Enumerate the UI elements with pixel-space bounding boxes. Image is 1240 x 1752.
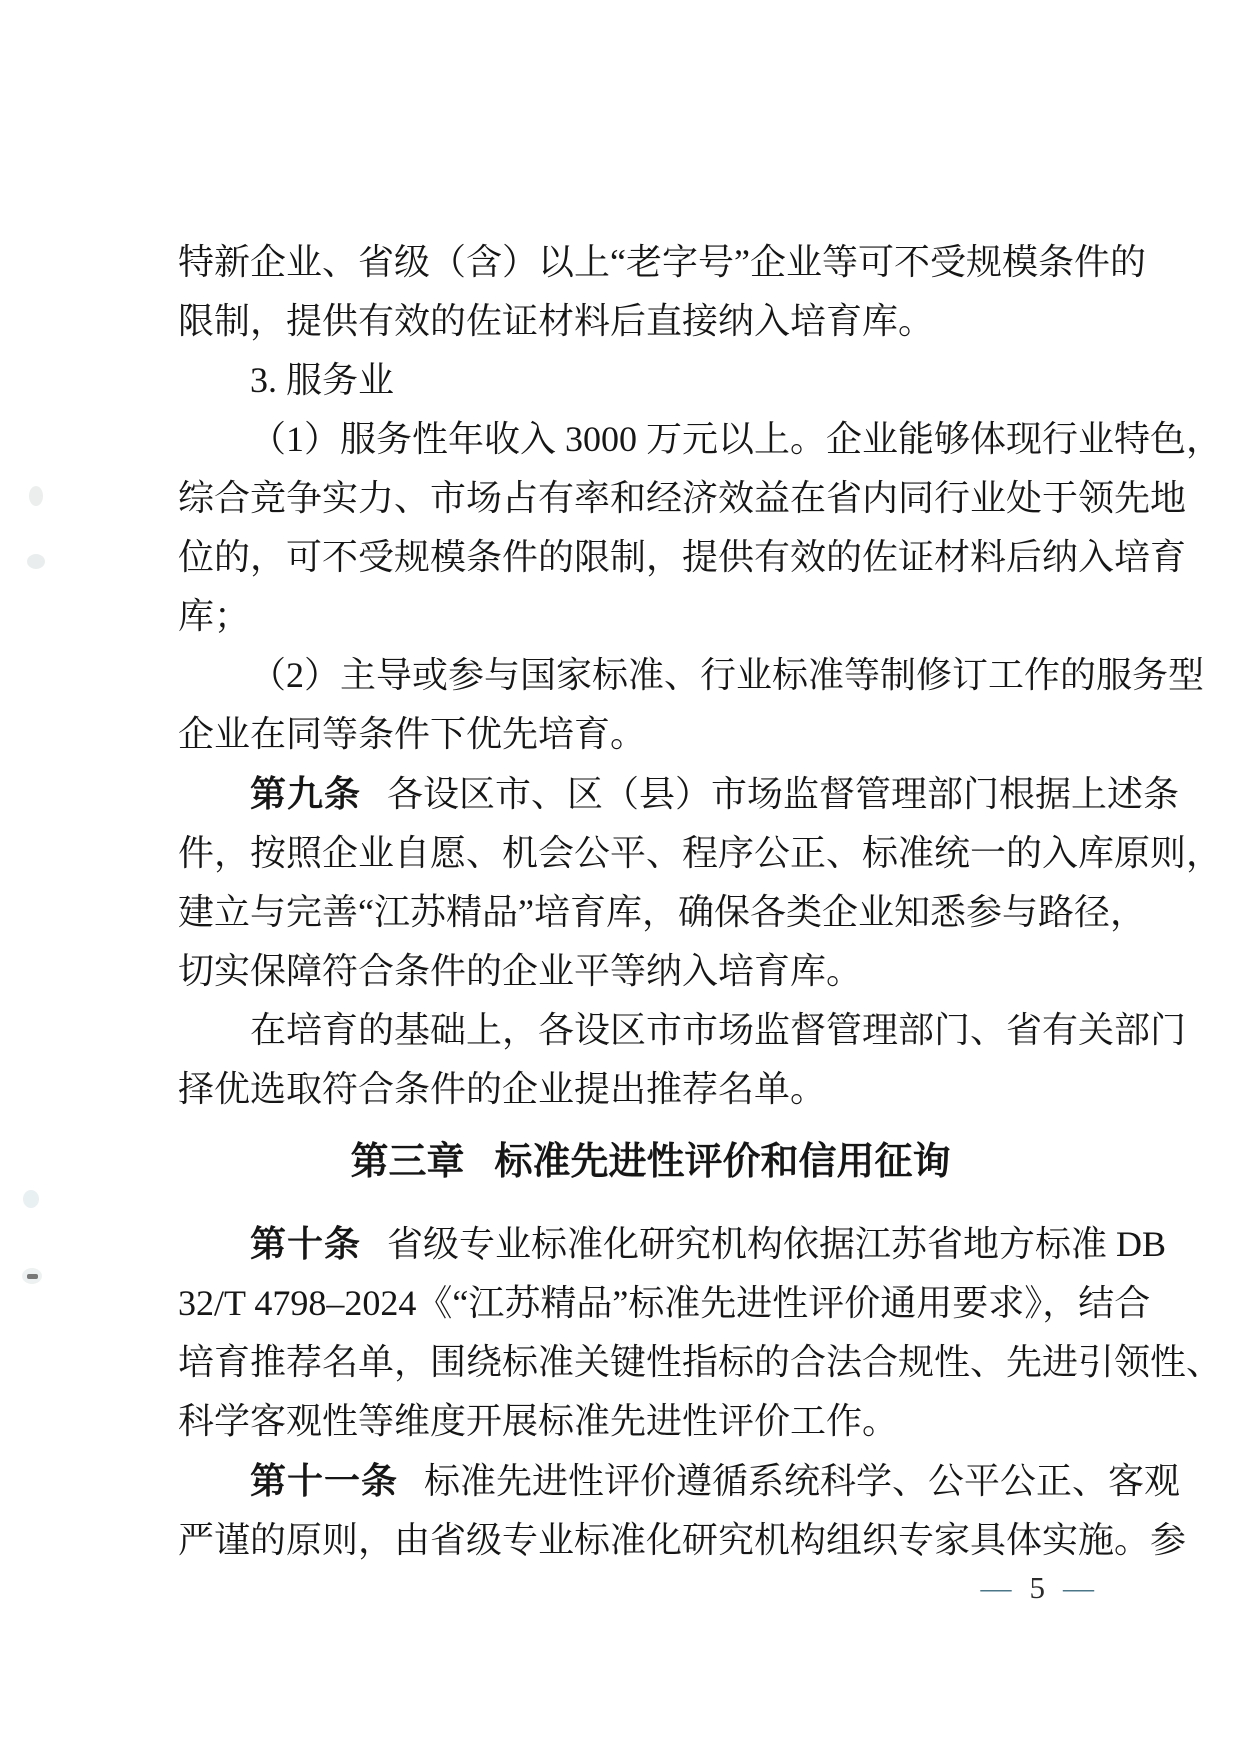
text-line [178,883,1146,942]
text-run: 位的，可不受规模条件的限制，提供有效的佐证材料后纳入培育 [178,537,1187,577]
text-run: 标准先进性评价遵循系统科学、公平公正、客观 [424,1461,1181,1501]
text-line [178,1392,1123,1451]
text-line [178,410,1223,469]
scan-smudge [23,1190,39,1208]
chapter-heading [178,1133,1123,1192]
text-run: 32/T 4798–2024《“江苏精品”标准先进性评价通用要求》，结合 [178,1283,1151,1323]
text-run: 择优选取符合条件的企业提出推荐名单。 [178,1069,827,1109]
text-line [178,646,1205,705]
text-line [178,233,1146,292]
text-run: 件，按照企业自愿、机会公平、程序公正、标准统一的入库原则， [178,833,1223,873]
text-line [178,528,1187,587]
page-number-dash-left: — [980,1570,1012,1605]
text-line [178,1451,1181,1511]
text-run: 切实保障符合条件的企业平等纳入培育库。 [178,951,863,991]
text-line [178,1511,1187,1570]
text-line [178,1214,1167,1274]
text-run: 在培育的基础上，各设区市市场监督管理部门、省有关部门 [250,1010,1187,1050]
text-line [178,1333,1223,1392]
text-run: 建立与完善“江苏精品”培育库，确保各类企业知悉参与路径， [178,892,1146,932]
text-run: 库； [178,596,251,636]
text-run: 省级专业标准化研究机构依据江苏省地方标准 DB [387,1224,1167,1264]
text-run: （2）主导或参与国家标准、行业标准等制修订工作的服务型 [250,655,1205,695]
text-run: 3. 服务业 [250,360,395,400]
text-run: （1）服务性年收入 3000 万元以上。企业能够体现行业特色， [250,419,1223,459]
document-body [178,233,1223,1570]
text-run: 培育推荐名单，围绕标准关键性指标的合法合规性、先进引领性、 [178,1342,1223,1382]
text-line [178,824,1223,883]
text-line [178,764,1180,824]
text-line [178,351,1123,410]
text-line [178,942,1123,1001]
page-number-value: 5 [1029,1570,1045,1605]
text-line [178,1001,1187,1060]
text-line [178,705,1123,764]
text-run: 综合竞争实力、市场占有率和经济效益在省内同行业处于领先地 [178,478,1187,518]
scan-speck [27,1274,38,1279]
chapter-number: 第三章 [350,1141,465,1183]
text-line [178,587,1123,646]
text-run: 特新企业、省级（含）以上“老字号”企业等可不受规模条件的 [178,242,1146,282]
text-line [178,292,1123,351]
text-run: 各设区市、区（县）市场监督管理部门根据上述条 [387,774,1180,814]
page-number [981,1568,1095,1608]
text-run: 严谨的原则，由省级专业标准化研究机构组织专家具体实施。参 [178,1520,1187,1560]
text-run: 企业在同等条件下优先培育。 [178,714,647,754]
text-line [178,469,1187,528]
text-run: 科学客观性等维度开展标准先进性评价工作。 [178,1401,899,1441]
chapter-title: 标准先进性评价和信用征询 [494,1141,951,1183]
scan-smudge [29,486,43,506]
article-number: 第十条 [250,1223,362,1264]
text-line [178,1060,1123,1119]
text-run: 限制，提供有效的佐证材料后直接纳入培育库。 [178,301,935,341]
article-number: 第九条 [250,773,362,814]
page-number-dash-right: — [1063,1570,1094,1605]
text-line [178,1274,1151,1333]
article-number: 第十一条 [250,1460,399,1501]
scan-smudge [27,554,45,569]
